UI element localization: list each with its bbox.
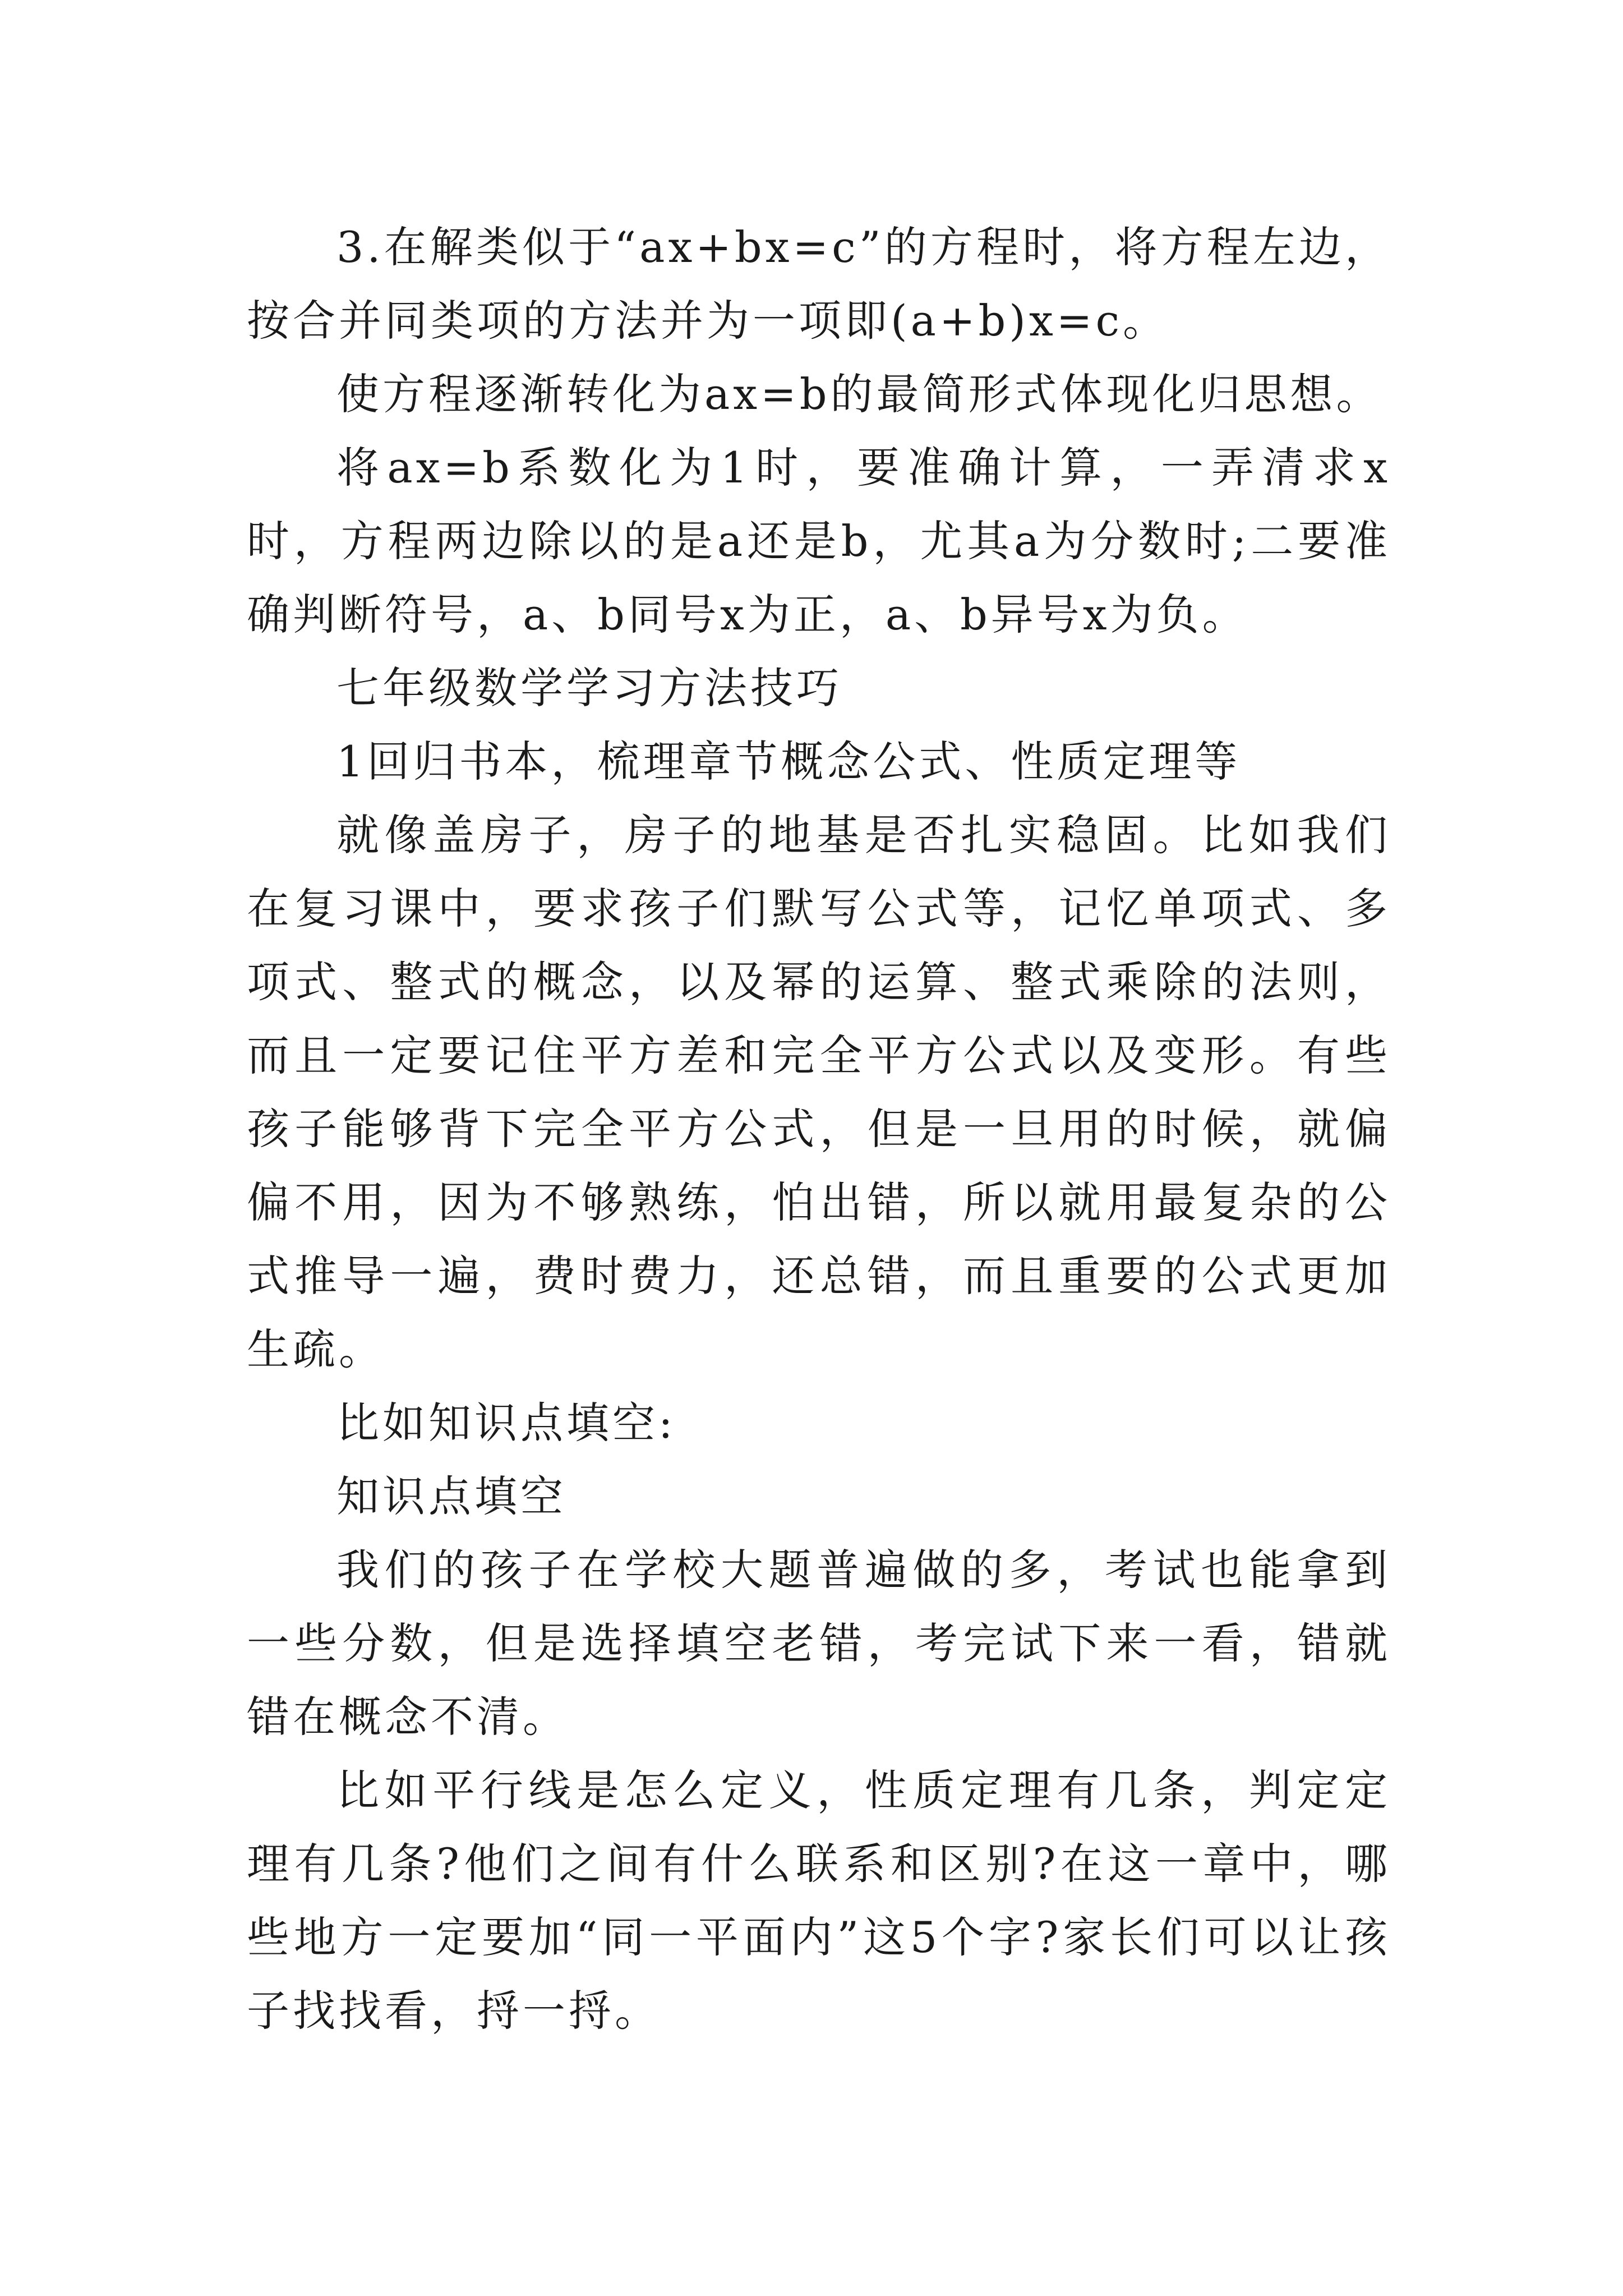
section-heading: 七年级数学学习方法技巧 bbox=[336, 663, 842, 713]
paragraph-knowledge-fill: 知识点填空 bbox=[336, 1471, 566, 1521]
paragraph-foundation: 就像盖房子，房子的地基是否扎实稳固。比如我们在复习课中，要求孩子们默写公式等，记忆单项式、多项式、整式的概念，以及幂的运算、整式乘除的法则，而且一定要记住平方差和完全平方公式以及变形。有些孩子能够背下完全平方公式，但是一旦用的时候，就偏偏不用，因为不够熟练，怕出错，所以就用最复杂的公式推导一遍，费时费力，还总错，而且重要的公式更加生疏。 bbox=[247, 810, 1391, 1374]
paragraph-example-intro: 比如知识点填空: bbox=[336, 1398, 676, 1448]
subheading-1: 1回归书本，梳理章节概念公式、性质定理等 bbox=[336, 737, 1241, 786]
paragraph-simplest-form: 使方程逐渐转化为ax=b的最简形式体现化归思想。 bbox=[336, 369, 1382, 419]
document-body bbox=[247, 210, 1391, 2047]
paragraph-equation-merge: 3.在解类似于“ax+bx=c”的方程时，将方程左边，按合并同类项的方法并为一项即(a+b)x=c。 bbox=[247, 222, 1391, 346]
paragraph-parallel-lines: 比如平行线是怎么定义，性质定理有几条，判定定理有几条?他们之间有什么联系和区别?在这一章中，哪些地方一定要加“同一平面内”这5个字?家长们可以让孩子找找看，捋一捋。 bbox=[247, 1765, 1391, 2036]
paragraph-coefficient: 将ax=b系数化为1时，要准确计算，一弄清求x时，方程两边除以的是a还是b，尤其a为分数时;二要准确判断符号，a、b同号x为正，a、b异号x为负。 bbox=[247, 443, 1391, 639]
paragraph-concepts: 我们的孩子在学校大题普遍做的多，考试也能拿到一些分数，但是选择填空老错，考完试下来一看，错就错在概念不清。 bbox=[247, 1545, 1391, 1742]
